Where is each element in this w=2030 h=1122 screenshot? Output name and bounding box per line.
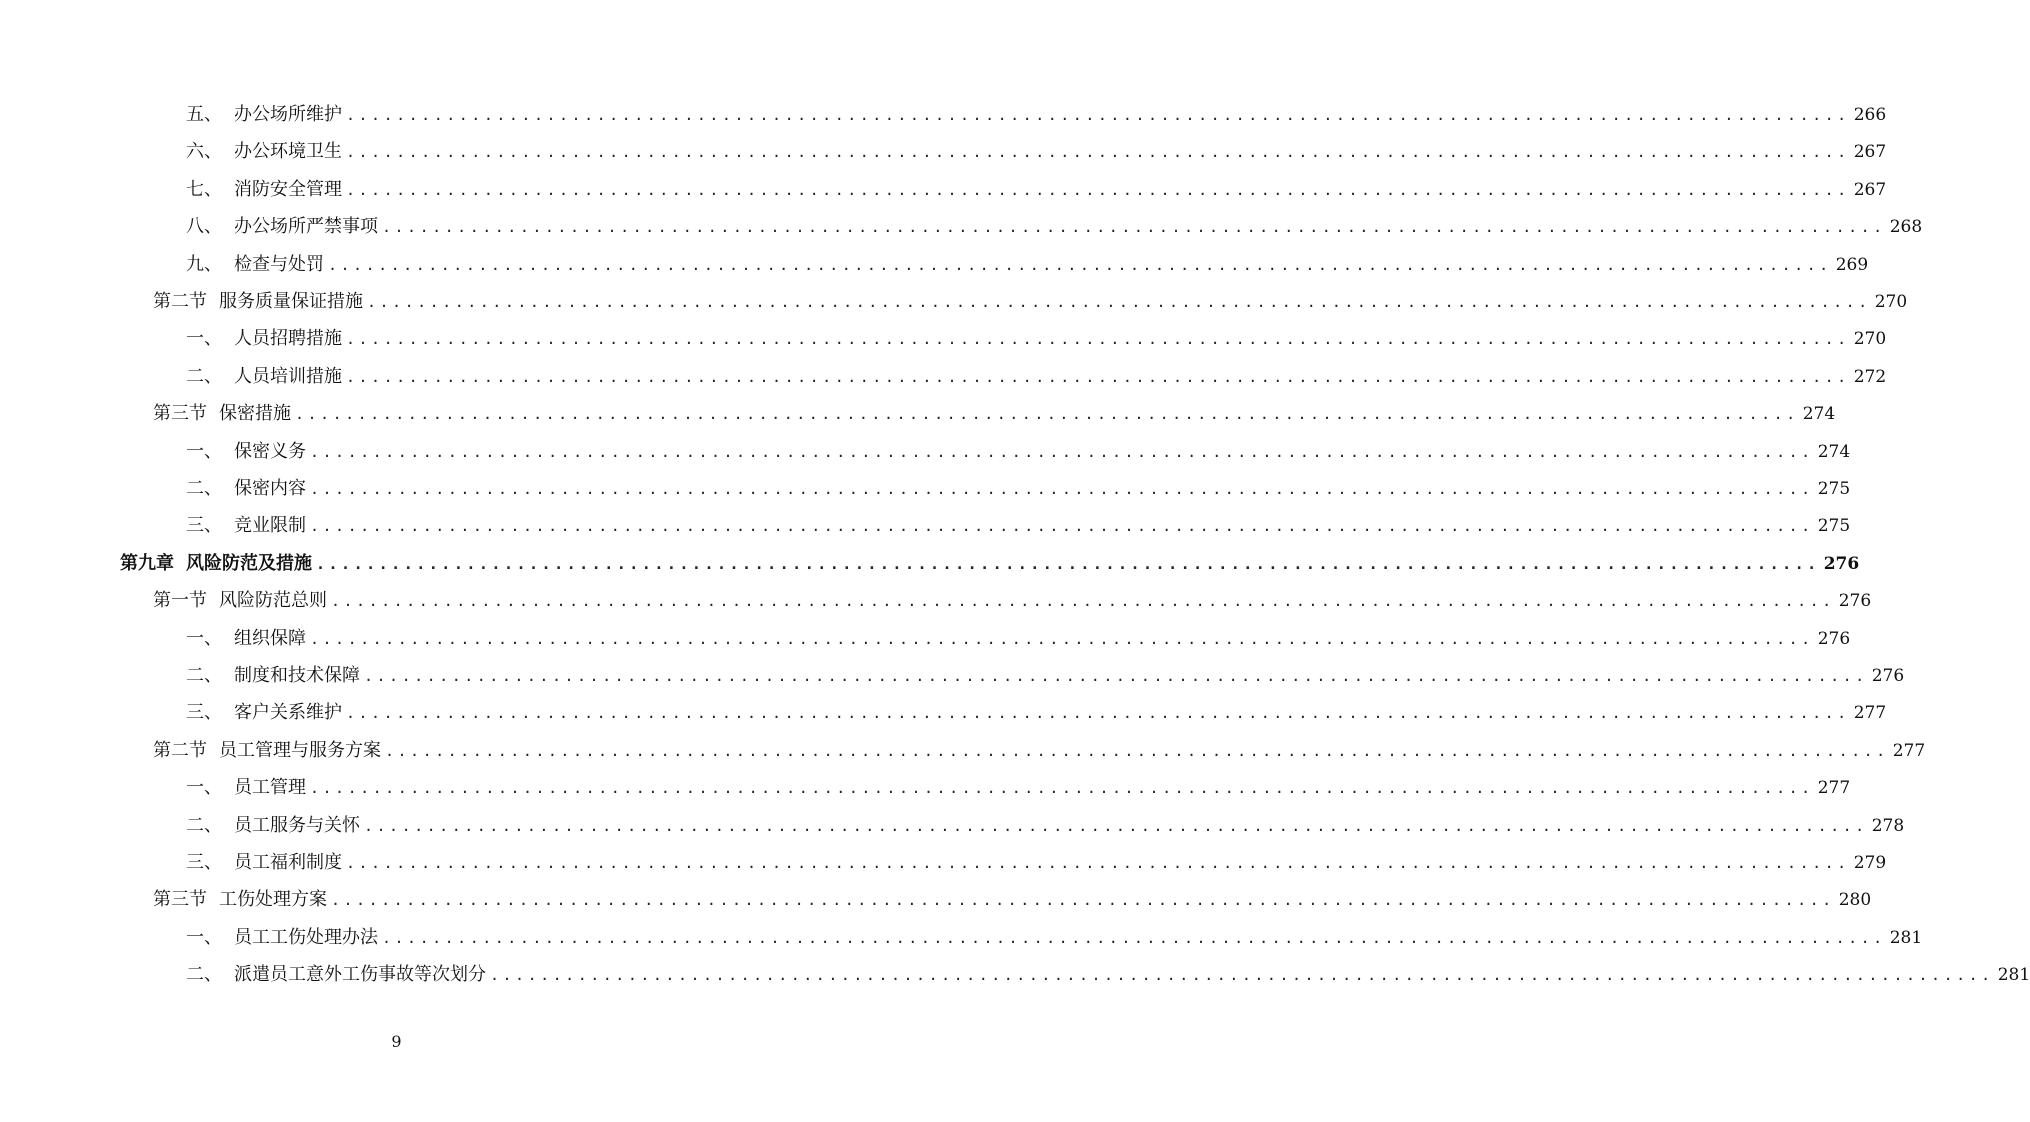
toc-entry-number: 第三节 xyxy=(153,889,207,911)
toc-dot-leader: ........................................................................................................................ xyxy=(367,293,1871,311)
toc-entry[interactable] xyxy=(186,848,1887,878)
toc-entry-number: 二、 xyxy=(186,814,222,836)
toc-entry-page: 278 xyxy=(1871,815,1905,836)
toc-entry-page: 267 xyxy=(1853,142,1887,163)
toc-entry-page: 269 xyxy=(1835,254,1869,275)
toc-entry[interactable] xyxy=(153,399,1836,429)
toc-entry-page: 275 xyxy=(1817,516,1851,537)
toc-entry[interactable] xyxy=(186,137,1887,167)
toc-dot-leader: ........................................................................................................................ xyxy=(331,891,1835,910)
toc-entry-title: 办公场所严禁事项 xyxy=(234,216,378,238)
toc-dot-leader: ........................................................................................................................ xyxy=(328,255,1832,274)
toc-entry-title: 派遣员工意外工伤事故等次划分 xyxy=(234,964,486,986)
toc-entry-page: 276 xyxy=(1871,666,1905,686)
toc-entry-number: 一、 xyxy=(186,440,222,462)
toc-dot-leader: ........................................................................................................................ xyxy=(316,554,1820,573)
toc-dot-leader: ........................................................................................................................ xyxy=(364,816,1868,835)
toc-entry[interactable] xyxy=(153,287,1908,317)
toc-entry-number: 二、 xyxy=(186,964,222,986)
toc-entry-page: 276 xyxy=(1817,628,1851,649)
toc-entry[interactable] xyxy=(186,100,1887,130)
toc-entry-title: 风险防范总则 xyxy=(219,590,327,612)
toc-entry-title: 消防安全管理 xyxy=(234,178,342,200)
toc-entry-number: 九、 xyxy=(186,253,222,275)
toc-dot-leader: ........................................................................................................................ xyxy=(310,480,1814,498)
toc-entry[interactable] xyxy=(186,624,1851,654)
toc-entry-title: 员工服务与关怀 xyxy=(234,814,360,836)
toc-dot-leader: ........................................................................................................................ xyxy=(346,854,1850,872)
toc-dot-leader: ........................................................................................................................ xyxy=(346,180,1850,199)
toc-entry-number: 二、 xyxy=(186,478,222,499)
toc-entry[interactable] xyxy=(186,324,1887,354)
toc-entry-page: 274 xyxy=(1802,404,1836,425)
toc-entry[interactable] xyxy=(186,661,1905,691)
toc-entry-number: 二、 xyxy=(186,365,222,387)
toc-entry-page: 279 xyxy=(1853,853,1887,873)
toc-entry-page: 281 xyxy=(1889,927,1923,948)
toc-entry-page: 270 xyxy=(1853,329,1887,350)
toc-entry-number: 二、 xyxy=(186,665,222,686)
toc-entry-page: 266 xyxy=(1853,105,1887,125)
toc-entry-page: 270 xyxy=(1874,292,1908,312)
toc-entry-number: 三、 xyxy=(186,515,222,537)
toc-entry-title: 员工工伤处理办法 xyxy=(234,926,378,948)
toc-dot-leader: ........................................................................................................................ xyxy=(310,779,1814,798)
toc-dot-leader: ........................................................................................................................ xyxy=(346,367,1850,386)
toc-entry-page: 281 xyxy=(1997,965,2030,986)
toc-entry[interactable] xyxy=(186,923,1923,953)
toc-dot-leader: ........................................................................................................................ xyxy=(385,741,1889,760)
toc-entry-number: 一、 xyxy=(186,627,222,649)
toc-entry-number: 一、 xyxy=(186,926,222,948)
toc-entry[interactable] xyxy=(186,437,1851,467)
toc-entry-number: 七、 xyxy=(186,178,222,200)
toc-entry[interactable] xyxy=(186,773,1851,803)
toc-entry-number: 第九章 xyxy=(120,552,174,574)
toc-entry[interactable] xyxy=(186,811,1905,841)
toc-entry-number: 一、 xyxy=(186,328,222,350)
toc-entry-title: 保密内容 xyxy=(234,478,306,499)
toc-entry[interactable] xyxy=(153,586,1872,616)
toc-entry-number: 第二节 xyxy=(153,739,207,761)
toc-entry-title: 员工福利制度 xyxy=(234,852,342,873)
toc-dot-leader: ........................................................................................................................ xyxy=(310,517,1814,536)
toc-entry[interactable] xyxy=(186,362,1887,392)
toc-dot-leader: ........................................................................................................................ xyxy=(346,143,1850,162)
toc-entry[interactable] xyxy=(186,511,1851,541)
toc-dot-leader: ........................................................................................................................ xyxy=(295,405,1799,424)
toc-dot-leader: ........................................................................................................................ xyxy=(382,218,1886,237)
toc-entry-page: 277 xyxy=(1892,740,1926,761)
toc-entry-number: 三、 xyxy=(186,702,222,724)
toc-entry-page: 276 xyxy=(1823,553,1860,574)
toc-entry-title: 人员招聘措施 xyxy=(234,328,342,350)
toc-entry-title: 保密措施 xyxy=(219,403,291,425)
toc-dot-leader: ........................................................................................................................ xyxy=(310,629,1814,648)
toc-entry-title: 检查与处罚 xyxy=(234,253,324,275)
toc-entry-title: 服务质量保证措施 xyxy=(219,291,363,312)
toc-entry-title: 组织保障 xyxy=(234,627,306,649)
toc-entry[interactable] xyxy=(153,736,1926,766)
toc-dot-leader: ........................................................................................................................ xyxy=(382,928,1886,947)
toc-dot-leader: ........................................................................................................................ xyxy=(490,966,1994,985)
toc-entry-number: 六、 xyxy=(186,141,222,163)
toc-entry-title: 竞业限制 xyxy=(234,515,306,537)
toc-entry-title: 办公环境卫生 xyxy=(234,141,342,163)
toc-entry-number: 一、 xyxy=(186,777,222,799)
toc-entry[interactable] xyxy=(186,175,1887,205)
toc-entry-page: 277 xyxy=(1853,703,1887,724)
toc-entry[interactable] xyxy=(186,698,1887,728)
toc-entry[interactable] xyxy=(186,960,2030,990)
toc-entry-title: 办公场所维护 xyxy=(234,104,342,125)
toc-entry[interactable] xyxy=(186,474,1851,504)
toc-dot-leader: ........................................................................................................................ xyxy=(346,106,1850,124)
toc-dot-leader: ........................................................................................................................ xyxy=(331,592,1835,611)
toc-entry-title: 员工管理 xyxy=(234,777,306,799)
toc-entry-page: 267 xyxy=(1853,179,1887,200)
toc-dot-leader: ........................................................................................................................ xyxy=(346,704,1850,723)
toc-entry-number: 三、 xyxy=(186,852,222,873)
toc-entry-page: 268 xyxy=(1889,217,1923,238)
toc-entry-title: 客户关系维护 xyxy=(234,702,342,724)
toc-entry-title: 员工管理与服务方案 xyxy=(219,739,381,761)
toc-entry-page: 280 xyxy=(1838,890,1872,911)
toc-entry-title: 保密义务 xyxy=(234,440,306,462)
toc-entry-title: 工伤处理方案 xyxy=(219,889,327,911)
toc-entry-title: 风险防范及措施 xyxy=(186,552,312,574)
toc-entry-number: 八、 xyxy=(186,216,222,238)
toc-entry-page: 274 xyxy=(1817,441,1851,462)
toc-dot-leader: ........................................................................................................................ xyxy=(346,330,1850,349)
toc-entry[interactable] xyxy=(120,549,1860,579)
toc-entry-number: 第二节 xyxy=(153,291,207,312)
toc-entry[interactable] xyxy=(186,212,1923,242)
toc-entry-page: 276 xyxy=(1838,591,1872,612)
toc-dot-leader: ........................................................................................................................ xyxy=(310,442,1814,461)
toc-entry-title: 制度和技术保障 xyxy=(234,665,360,686)
toc-entry-number: 五、 xyxy=(186,104,222,125)
toc-entry-page: 272 xyxy=(1853,366,1887,387)
toc-entry-title: 人员培训措施 xyxy=(234,365,342,387)
toc-entry-page: 277 xyxy=(1817,778,1851,799)
toc-entry-number: 第三节 xyxy=(153,403,207,425)
toc-entry[interactable] xyxy=(153,885,1872,915)
page-number: 9 xyxy=(391,1032,402,1051)
toc-entry[interactable] xyxy=(186,250,1869,280)
toc-entry-number: 第一节 xyxy=(153,590,207,612)
toc-entry-page: 275 xyxy=(1817,479,1851,499)
toc-dot-leader: ........................................................................................................................ xyxy=(364,667,1868,685)
